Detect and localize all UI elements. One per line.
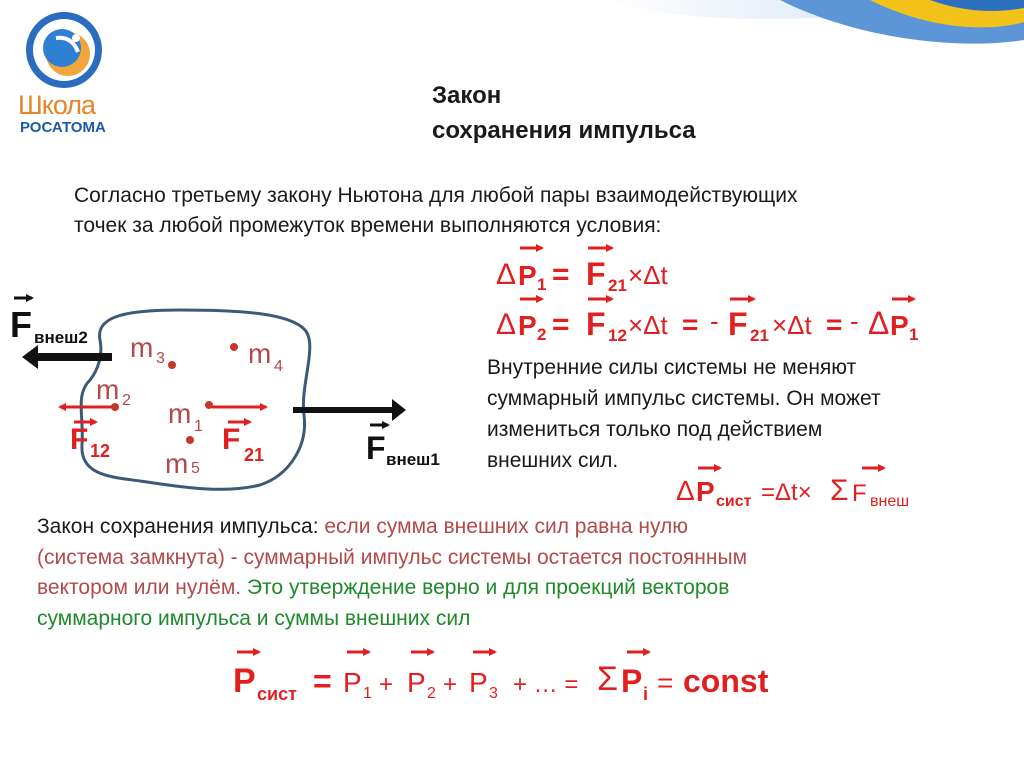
final-const: const xyxy=(683,663,769,699)
law-green-3: Это утверждение верно и для проекций векторов xyxy=(246,576,730,599)
eq2-f2-sub: 21 xyxy=(750,326,769,345)
eq2-f: F xyxy=(586,306,606,342)
final-plus-3: + … = xyxy=(513,671,579,698)
f-ext2-arrowhead xyxy=(22,345,38,369)
final-p1-sub: 1 xyxy=(363,685,372,702)
eq3-p-sub: сист xyxy=(716,493,752,510)
internal-line-4: внешних сил. xyxy=(487,449,619,472)
equation-delta-p1 xyxy=(490,240,690,295)
f-ext2-sub: внеш2 xyxy=(34,328,88,347)
law-line-1 xyxy=(37,512,997,543)
final-p: P xyxy=(233,662,256,700)
m3-label: m xyxy=(130,332,154,363)
conservation-law-paragraph xyxy=(37,512,997,634)
eq2-p2-sub: 1 xyxy=(909,325,919,344)
system-of-bodies-diagram xyxy=(0,285,470,500)
intro-paragraph xyxy=(74,181,974,241)
m1-label: m xyxy=(168,398,192,429)
final-p3-sub: 3 xyxy=(489,685,498,702)
eq1-times-dt: ×Δt xyxy=(628,260,668,290)
m5-sub: 5 xyxy=(191,460,200,477)
f-ext1-label: F xyxy=(366,430,386,466)
eq1-delta: Δ xyxy=(496,258,517,291)
eq1-equals: = xyxy=(552,258,570,291)
title-line-2: сохранения импульса xyxy=(432,117,696,144)
eq3-f-sub: внеш xyxy=(870,493,910,510)
eq2-f2: F xyxy=(728,306,748,342)
final-p2-sub: 2 xyxy=(427,685,436,702)
eq2-p-sub: 2 xyxy=(537,325,547,344)
equation-delta-p2 xyxy=(490,290,940,348)
eq1-p-sub: 1 xyxy=(537,275,547,294)
final-p2: P xyxy=(407,667,426,698)
eq2-minus-2: - xyxy=(850,306,859,336)
eq3-sigma: Σ xyxy=(830,474,849,507)
final-p3: P xyxy=(469,667,488,698)
final-p1: P xyxy=(343,667,362,698)
law-lead: Закон сохранения импульса: xyxy=(37,515,325,538)
f12-sub: 12 xyxy=(90,441,111,461)
law-red-3: вектором или нулём. xyxy=(37,576,247,599)
final-pi: P xyxy=(621,663,643,699)
internal-line-2: суммарный импульс системы. Он может xyxy=(487,387,881,410)
final-plus-2: + xyxy=(443,671,458,698)
eq2-minus: - xyxy=(710,306,719,336)
eq2-equals-2: = xyxy=(682,309,699,340)
law-line-4: суммарного импульса и суммы внешних сил xyxy=(37,606,471,630)
title-line-1: Закон xyxy=(432,82,502,109)
eq2-p2: P xyxy=(890,310,909,341)
eq2-times-dt-2: ×Δt xyxy=(772,310,812,340)
equation-total-momentum-const xyxy=(225,640,795,710)
point-m4 xyxy=(230,343,238,351)
equation-delta-p-system xyxy=(640,458,940,518)
law-line-2: (система замкнута) - суммарный импульс системы остается постоянным xyxy=(37,545,748,569)
page-title xyxy=(432,78,696,148)
eq2-delta-2: Δ xyxy=(868,305,890,341)
eq2-delta: Δ xyxy=(496,308,517,341)
eq2-f-sub: 12 xyxy=(608,326,627,345)
f-ext2-label: F xyxy=(10,304,32,345)
eq3-delta: Δ xyxy=(676,475,695,506)
f21-sub: 21 xyxy=(244,445,265,465)
internal-line-3: измениться только под действием xyxy=(487,418,823,441)
internal-line-1: Внутренние силы системы не меняют xyxy=(487,356,857,379)
law-line-3 xyxy=(37,573,997,604)
point-m5 xyxy=(186,436,194,444)
law-red-1: если сумма внешних сил равна нулю xyxy=(324,515,689,538)
header-swoosh-decoration xyxy=(0,0,1024,60)
atom-logo-icon xyxy=(18,8,108,90)
eq1-p: P xyxy=(518,260,537,291)
eq1-f-sub: 21 xyxy=(608,276,627,295)
point-m1 xyxy=(205,401,213,409)
f21-label: F xyxy=(222,423,241,456)
eq2-equals-3: = xyxy=(826,309,843,340)
f-ext1-sub: внеш1 xyxy=(386,450,440,469)
final-eq-2: = xyxy=(657,667,674,698)
m2-label: m xyxy=(96,374,120,405)
final-eq: = xyxy=(313,663,332,699)
intro-line-2: точек за любой промежуток времени выполняются условия: xyxy=(74,214,662,237)
final-pi-sub: i xyxy=(643,684,649,704)
final-p-sub: сист xyxy=(257,684,297,704)
m1-sub: 1 xyxy=(194,418,203,435)
m5-label: m xyxy=(165,448,189,479)
m3-sub: 3 xyxy=(156,350,165,367)
eq2-equals: = xyxy=(552,308,570,341)
m2-sub: 2 xyxy=(122,392,131,409)
eq3-p: P xyxy=(696,476,715,507)
eq1-f: F xyxy=(586,256,606,292)
point-m3 xyxy=(168,361,176,369)
f-ext1-arrowhead xyxy=(392,399,406,421)
logo-text-rosatom: РОСАТОМА xyxy=(20,119,106,136)
school-rosatom-logo xyxy=(18,8,128,136)
m4-sub: 4 xyxy=(274,358,283,375)
eq3-rest: =Δt× xyxy=(761,479,812,506)
eq3-f: F xyxy=(852,480,867,507)
intro-line-1: Согласно третьему закону Ньютона для любой пары взаимодействующих xyxy=(74,184,798,207)
f12-label: F xyxy=(70,423,89,456)
logo-text-school: Школа xyxy=(18,90,96,120)
final-sigma: Σ xyxy=(597,660,619,698)
eq2-p: P xyxy=(518,310,537,341)
m4-label: m xyxy=(248,338,272,369)
final-plus-1: + xyxy=(379,671,394,698)
eq2-times-dt: ×Δt xyxy=(628,310,668,340)
